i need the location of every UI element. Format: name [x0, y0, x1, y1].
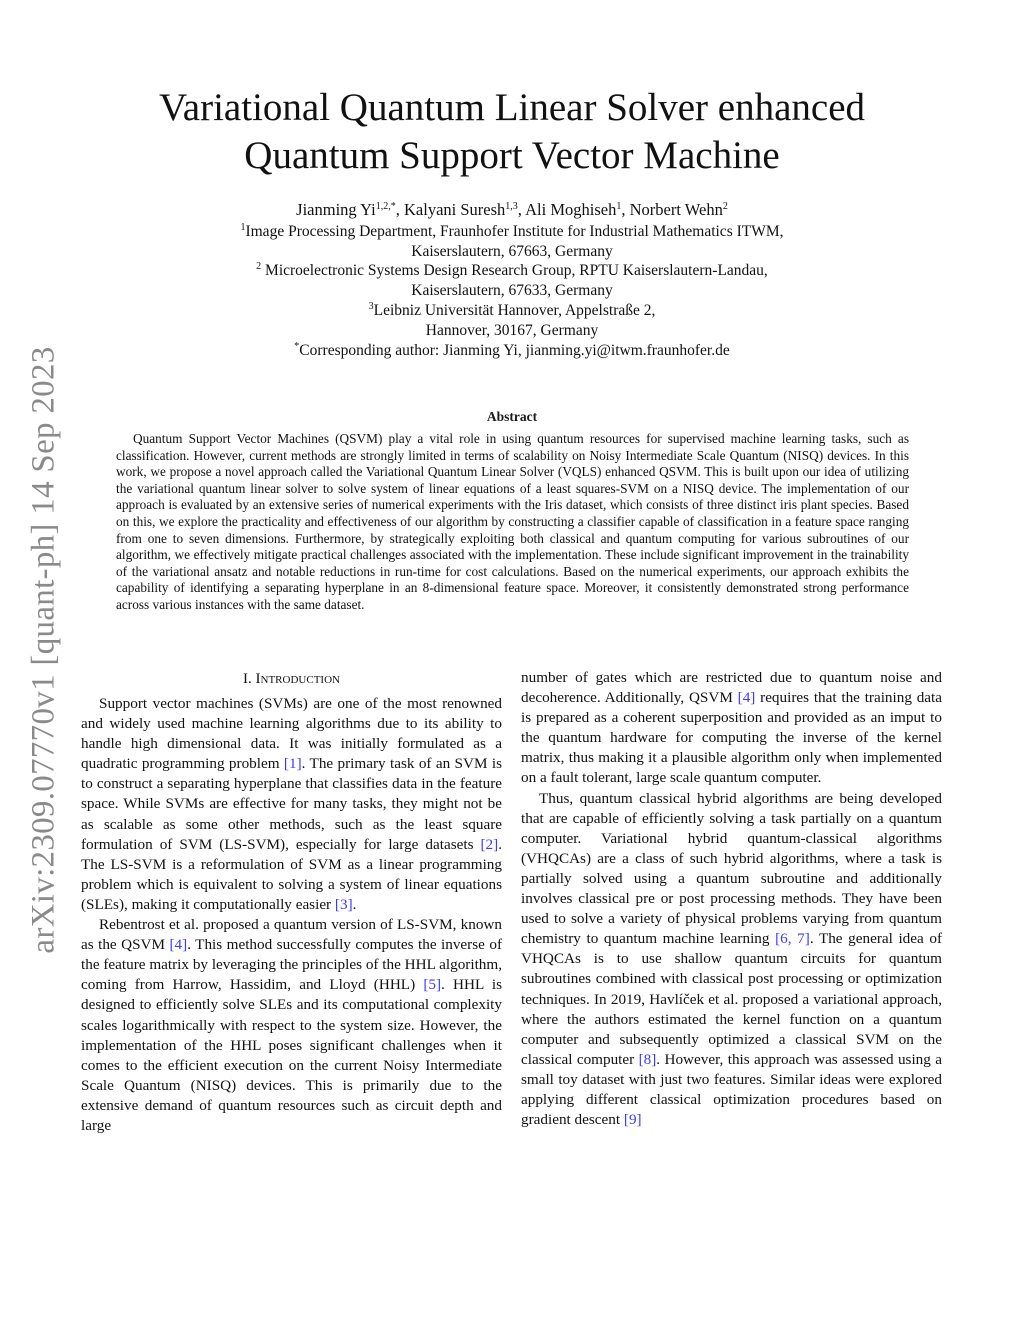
affiliation-1: $^1$Image Processing Department, Fraunhofer Institute for Industrial Mathematics ITWM,: [240, 221, 784, 240]
affiliation-3: $^3$Leibniz Universität Hannover, Appelstraße 2,: [368, 300, 656, 319]
author-affiliation-mark: 1,2,*: [375, 201, 396, 212]
paragraph: number of gates which are restricted due to quantum noise and decoherence. Additionally, QSVM [4] requires that the training data is prepared as a coherent superposition and provided as an imput to the quantum hardware for computing the inverse of the kernel matrix, thus making it a plausible algorithm only when implemented on a fault tolerant, large scale quantum computer.: [521, 669, 943, 787]
author-list: Jianming $Yi^{1,2,*}$, Kalyani Suresh$^{1,3}$, Ali Moghiseh$^1$, Norbert Wehn$^2$: [296, 200, 728, 219]
citation-link[interactable]: [6, 7]: [775, 930, 810, 948]
citation-link[interactable]: [2]: [480, 835, 499, 853]
author-name: Norbert Wehn: [629, 200, 723, 219]
citation-link[interactable]: [5]: [423, 976, 442, 994]
citation-link[interactable]: [4]: [169, 936, 188, 954]
affiliation-3-location: Hannover, 30167, Germany: [425, 321, 599, 339]
title-line-1: Variational Quantum Linear Solver enhanced: [158, 86, 866, 129]
section-heading: I. Introduction: [243, 671, 340, 687]
abstract-text: Quantum Support Vector Machines (QSVM) play a vital role in using quantum resources for supervised machine learning tasks, such as classification. However, current methods are strongly limited in terms of scalability on Noisy Intermediate Scale Quantum (NISQ) devices. In this work, we propose a novel approach called the Variational Quantum Linear Solver (VQLS) enhanced QSVM. This is built upon our idea of utilizing the variational quantum linear solver to solve system of linear equations of a least squares-SVM on a NISQ device. The implementation of our approach is evaluated by an extensive series of numerical experiments with the Iris dataset, which consists of three distinct iris plant species. Based on this, we explore the practicality and effectiveness of our algorithm by constructing a classifier capable of classification in a feature space ranging from one to seven dimensions. Furthermore, by strategically exploiting both classical and quantum computing for various subroutines of our algorithm, we effectively mitigate practical challenges associated with the implementation. These include significant improvement in the trainability of the variational ansatz and notable reductions in run-time for cost calculations. Based on the numerical experiments, our approach exhibits the capability of identifying a separating hyperplane in an 8-dimensional feature space. Moreover, it consistently demonstrated strong performance across various instances with the same dataset.: [116, 431, 909, 612]
paragraph: Rebentrost et al. proposed a quantum version of LS-SVM, known as the QSVM [4]. This method successfully computes the inverse of the feature matrix by leveraging the principles of the HHL algorithm, coming from Harrow, Hassidim, and Lloyd (HHL) [5]. HHL is designed to efficiently solve SLEs and its computational complexity scales logarithmically with respect to the system size. However, the implementation of the HHL poses significant challenges when it comes to the efficient execution on the current Noisy Intermediate Scale Quantum (NISQ) devices. This is primarily due to the extensive demand of quantum resources such as circuit depth and large: [81, 916, 503, 1134]
author-affiliation-mark: 1,3: [505, 201, 518, 212]
citation-link[interactable]: [3]: [334, 895, 353, 913]
abstract-heading: Abstract: [486, 409, 538, 424]
author-name: Kalyani Suresh: [404, 200, 506, 219]
title-line-2: Quantum Support Vector Machine: [244, 134, 780, 177]
paragraph: Thus, quantum classical hybrid algorithms are being developed that are capable of efficiently solving a task partially on a quantum computer. Variational hybrid quantum-classical algorithms (VHQCAs) are a class of such hybrid algorithms, where a task is partially solved using a quantum subroutine and additionally involves classical pre or post processing methods. They have been used to solve a variety of physical problems varying from quantum chemistry to quantum machine learning [6, 7]. The general idea of VHQCAs is to use shallow quantum circuits for quantum subroutines combined with classical post processing or optimization techniques. In 2019, Havlíček et al. proposed a variational approach, where the authors estimated the kernel function on a quantum computer and subsequently optimized a classical SVM on the classical computer [8]. However, this approach was assessed using a small toy dataset with just two features. Similar ideas were explored applying different classical optimization procedures based on gradient descent [9]: [521, 789, 942, 1129]
author-affiliation-mark: 1: [616, 201, 622, 212]
author-block: [130, 200, 894, 360]
paragraph: Support vector machines (SVMs) are one of the most renowned and widely used machine learning algorithms due to its ability to handle high dimensional data. It was initially formulated as a quadratic programming problem [1]. The primary task of an SVM is to construct a separating hyperplane that classifies data in the feature space. While SVMs are effective for many tasks, they might not be as scalable as some other methods, such as the least square formulation of SVM (LS-SVM), especially for large datasets [2]. The LS-SVM is a reformulation of SVM as a linear programming problem which is equivalent to solving a system of linear equations (SLEs), making it computationally easier [3].: [81, 695, 502, 913]
citation-link[interactable]: [1]: [283, 755, 302, 773]
citation-link[interactable]: [9]: [623, 1111, 642, 1129]
affiliation-2: $^2$ Microelectronic Systems Design Research Group, RPTU Kaiserslautern-Landau,: [256, 261, 768, 280]
arxiv-identifier-stamp: arXiv:2309.07770v1 [quant-ph] 14 Sep 2023: [25, 346, 62, 954]
author-affiliation-mark: 2: [722, 201, 728, 212]
left-column: [81, 668, 502, 1136]
affiliation-2-location: Kaiserslautern, 67633, Germany: [411, 282, 613, 300]
author-name: Ali Moghiseh: [525, 200, 617, 219]
right-column: [521, 668, 942, 1130]
author-name: Jianming Yi: [296, 200, 376, 219]
paper-title: [80, 84, 944, 180]
citation-link[interactable]: [4]: [737, 689, 756, 707]
citation-link[interactable]: [8]: [638, 1050, 657, 1068]
affiliation-1-location: Kaiserslautern, 67663, Germany: [411, 242, 613, 260]
corresponding-author: *Corresponding author: Jianming Yi, jianming.yi@itwm.fraunhofer.de: [294, 340, 730, 359]
